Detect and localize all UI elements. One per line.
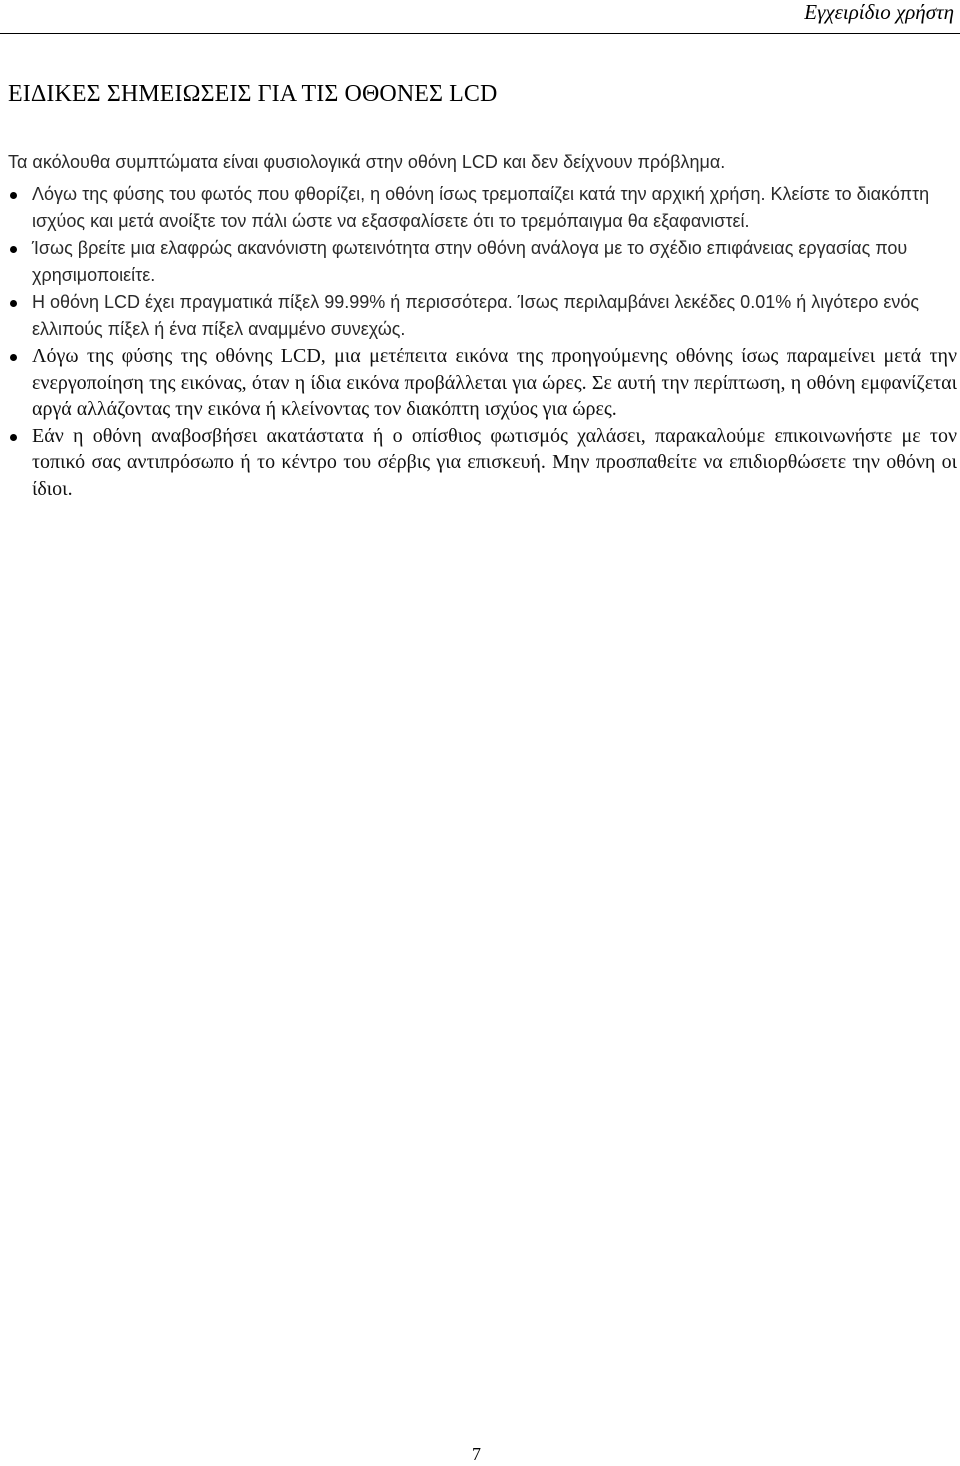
list-item xyxy=(0,181,957,235)
bullet-icon xyxy=(10,246,17,253)
intro-paragraph: Τα ακόλουθα συμπτώματα είναι φυσιολογικά στην οθόνη LCD και δεν δείχνουν πρόβλημα. xyxy=(8,152,726,172)
list-item-text: Εάν η οθόνη αναβοσβήσει ακατάστατα ή ο οπίσθιος φωτισμός χαλάσει, παρακαλούμε επικοινωνήστε με τον τοπικό σας αντιπρόσωπο ή το κέντρο του σέρβις για επισκευή. Μην προσπαθείτε να επιδιορθώσετε την οθόνη οι ίδιοι. xyxy=(32,424,957,500)
list-item xyxy=(0,235,957,289)
list-item-text: Ίσως βρείτε μια ελαφρώς ακανόνιστη φωτεινότητα στην οθόνη ανάλογα με το σχέδιο επιφάνειας εργασίας που χρησιμοποιείτε. xyxy=(32,238,908,285)
bullet-icon xyxy=(10,434,17,441)
list-item xyxy=(0,343,957,423)
header-divider xyxy=(0,33,960,34)
bullet-icon xyxy=(10,354,17,361)
list-item xyxy=(0,423,957,503)
list-item xyxy=(0,289,957,343)
manual-title: Εγχειρίδιο χρήστη xyxy=(804,0,954,24)
bullet-icon xyxy=(10,300,17,307)
page-number: 7 xyxy=(472,1444,481,1464)
notes-list xyxy=(0,181,960,502)
bullet-icon xyxy=(10,192,17,199)
list-item-text: Λόγω της φύσης του φωτός που φθορίζει, η οθόνη ίσως τρεμοπαίζει κατά την αρχική χρήση. Κλείστε το διακόπτη ισχύος και μετά ανοίξτε τον πάλι ώστε να εξασφαλίσετε ότι το τρεμόπαιγμα θα εξαφανιστεί. xyxy=(32,184,930,231)
list-item-text: Η οθόνη LCD έχει πραγματικά πίξελ 99.99% ή περισσότερα. Ίσως περιλαμβάνει λεκέδες 0.01% ή λιγότερο ενός ελλιπούς πίξελ ή ένα πίξελ αναμμένο συνεχώς. xyxy=(32,292,920,339)
list-item-text: Λόγω της φύσης της οθόνης LCD, μια μετέπειτα εικόνα της προηγούμενης οθόνης ίσως παραμείνει μετά την ενεργοποίηση της εικόνας, όταν η ίδια εικόνα προβάλλεται για ώρες. Σε αυτή την περίπτωση, η οθόνη εμφανίζεται αργά αλλάζοντας την εικόνα ή κλείνοντας τον διακόπτη ισχύος για ώρες. xyxy=(32,345,957,420)
section-heading: ΕΙΔΙΚΕΣ ΣΗΜΕΙΩΣΕΙΣ ΓΙΑ ΤΙΣ ΟΘΟΝΕΣ LCD xyxy=(8,81,498,107)
